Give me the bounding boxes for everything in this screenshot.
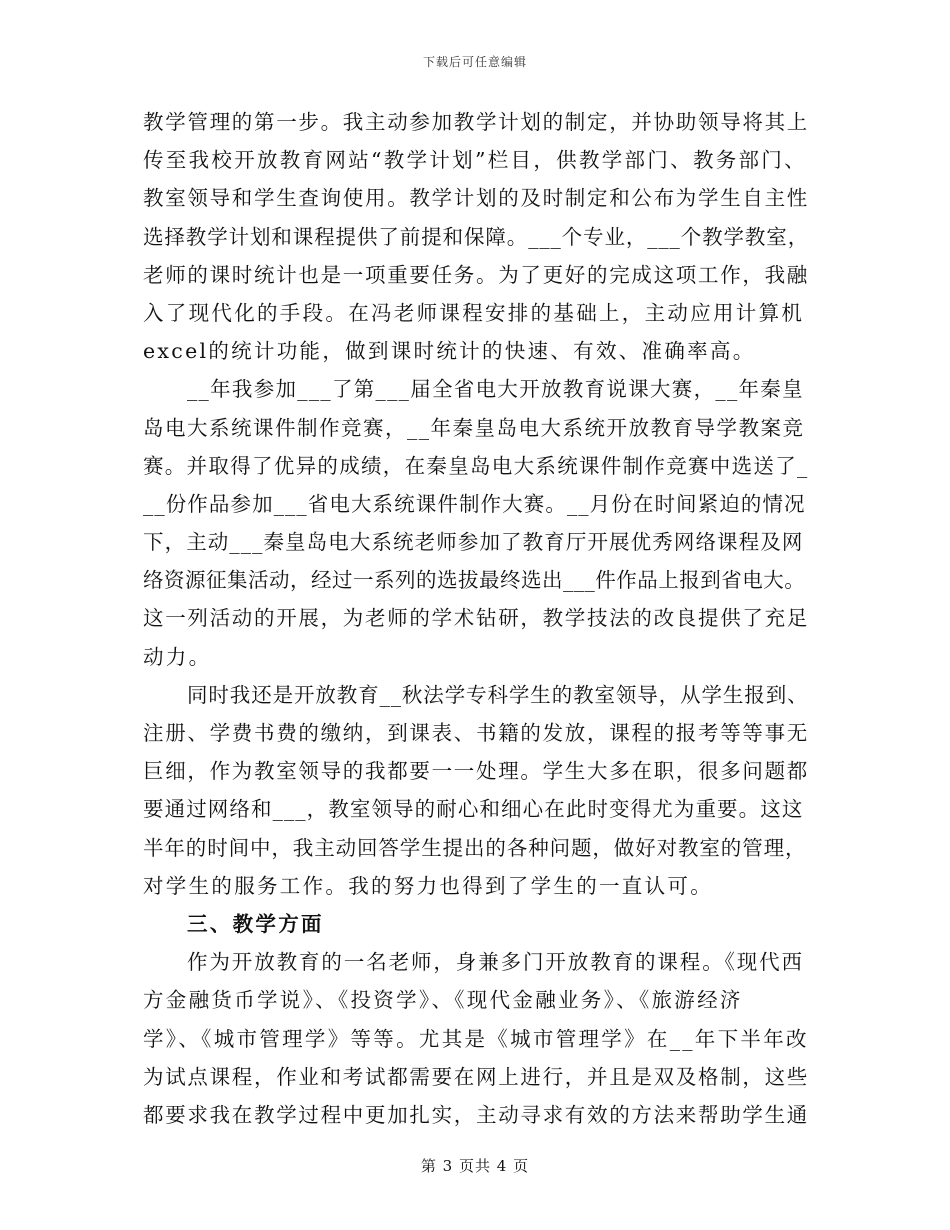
text-line: 要通过网络和___，教室领导的耐心和细心在此时变得尤为重要。这这	[143, 797, 804, 822]
document-body	[143, 103, 808, 1134]
text-line: 为试点课程，作业和考试都需要在网上进行，并且是双及格制，这些	[143, 1064, 809, 1089]
text-line: 传至我校开放教育网站“教学计划”栏目，供教学部门、教务部门、	[143, 148, 807, 173]
section-heading: 三、教学方面	[187, 911, 324, 936]
text-line: 老师的课时统计也是一项重要任务。为了更好的完成这项工作，我融	[143, 262, 809, 287]
text-line: 注册、学费书费的缴纳，到课表、书籍的发放，课程的报考等等事无	[143, 721, 809, 745]
text-line: 下，主动___秦皇岛电大系统老师参加了教育厅开展优秀网络课程及网	[143, 530, 804, 555]
page-header: 下载后可任意编辑	[422, 55, 527, 69]
text-line: 对学生的服务工作。我的努力也得到了学生的一直认可。	[143, 873, 713, 898]
text-line: __份作品参加___省电大系统课件制作大赛。__月份在时间紧迫的情况	[143, 491, 806, 516]
text-line: 岛电大系统课件制作竞赛，__年秦皇岛电大系统开放教育导学教案竞	[143, 415, 805, 440]
text-line: 作为开放教育的一名老师，身兼多门开放教育的课程。《现代西	[187, 950, 804, 975]
text-line: __年我参加___了第___届全省电大开放教育说课大赛，__年秦皇	[187, 377, 804, 402]
text-line: 都要求我在教学过程中更加扎实，主动寻求有效的方法来帮助学生通	[143, 1102, 809, 1127]
text-line: 半年的时间中，我主动回答学生提出的各种问题，做好对教室的管理，	[143, 835, 807, 860]
text-line: 巨细，作为教室领导的我都要一一处理。学生大多在职，很多问题都	[143, 759, 809, 784]
text-line: 赛。并取得了优异的成绩，在秦皇岛电大系统课件制作竞赛中选送了_	[143, 453, 809, 478]
text-line: 同时我还是开放教育__秋法学专科学生的教室领导，从学生报到、	[187, 682, 809, 707]
text-line: 教学管理的第一步。我主动参加教学计划的制定，并协助领导将其上	[143, 110, 809, 134]
text-line: 选择教学计划和课程提供了前提和保障。___个专业，___个教学教室，	[143, 224, 810, 249]
text-line: 入了现代化的手段。在冯老师课程安排的基础上，主动应用计算机	[143, 300, 805, 325]
text-line: 这一列活动的开展，为老师的学术钻研，教学技法的改良提供了充足	[143, 606, 809, 631]
text-line: 方金融货币学说》、《投资学》、《现代金融业务》、《旅游经济	[143, 988, 743, 1013]
text-line: 学》、《城市管理学》等等。尤其是《城市管理学》在__年下半年改	[143, 1026, 809, 1051]
text-line: 动力。	[143, 644, 212, 669]
text-line: 络资源征集活动，经过一系列的选拔最终选出___件作品上报到省电大。	[143, 568, 806, 593]
page-footer: 第 3 页共 4 页	[420, 1157, 530, 1175]
text-line: excel的统计功能，做到课时统计的快速、有效、准确率高。	[143, 339, 756, 364]
text-line: 教室领导和学生查询使用。教学计划的及时制定和公布为学生自主性	[143, 186, 809, 211]
